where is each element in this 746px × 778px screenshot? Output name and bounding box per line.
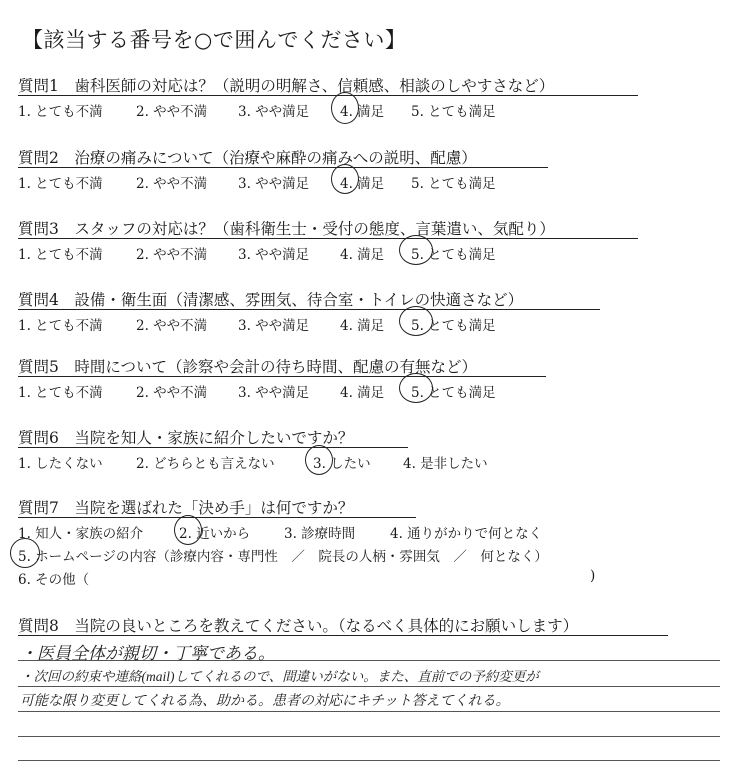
q1-option-5[interactable]: 5. とても満足: [411, 104, 496, 120]
q3-option-3[interactable]: 3. やや満足: [238, 247, 310, 263]
q3-option-1[interactable]: 1. とても不満: [18, 247, 103, 263]
q7-option-3[interactable]: 3. 診療時間: [284, 526, 356, 542]
question-6-label: 質問6 当院を知人・家族に紹介したいですか？: [18, 429, 354, 447]
q7-option-6-label[interactable]: 6. その他（: [18, 572, 90, 588]
q7-selection-circle-2: [174, 515, 202, 545]
q3-option-4[interactable]: 4. 満足: [340, 247, 385, 263]
q6-option-2[interactable]: 2. どちらとも言えない: [136, 456, 275, 472]
q7-selection-circle-5: [10, 538, 40, 568]
question-8-label: 質問8 当院の良いところを教えてください。（なるべく具体的にお願いします）: [18, 617, 579, 635]
q3-option-2[interactable]: 2. やや不満: [136, 247, 208, 263]
q5-option-2[interactable]: 2. やや不満: [136, 385, 208, 401]
q4-option-2[interactable]: 2. やや不満: [136, 318, 208, 334]
question-6-underline: [18, 447, 408, 448]
question-1-underline: [18, 95, 638, 96]
q2-option-2[interactable]: 2. やや不満: [136, 176, 208, 192]
q2-selection-circle: [331, 164, 359, 194]
handwritten-answer-1: ・医員全体が親切・丁寧である。: [20, 644, 275, 663]
question-7-label: 質問7 当院を選ばれた「決め手」は何ですか？: [18, 499, 354, 517]
q3-option-5[interactable]: 5. とても満足: [411, 247, 496, 263]
answer-line-4: [18, 736, 720, 737]
q5-selection-circle: [399, 373, 433, 403]
q7-option-1[interactable]: 1. 知人・家族の紹介: [18, 526, 144, 542]
q2-option-1[interactable]: 1. とても不満: [18, 176, 103, 192]
q1-option-3[interactable]: 3. やや満足: [238, 104, 310, 120]
q4-selection-circle: [399, 306, 433, 336]
handwritten-answer-2: ・次回の約束や連絡(mail)してくれるので、間違いがない。また、直前での予約変更が: [20, 669, 539, 684]
handwritten-answer-3: 可能な限り変更してくれる為、助かる。患者の対応にキチット答えてくれる。: [20, 694, 510, 709]
q5-option-5[interactable]: 5. とても満足: [411, 385, 496, 401]
answer-line-5: [18, 760, 720, 761]
question-5-underline: [18, 376, 546, 377]
q2-option-3[interactable]: 3. やや満足: [238, 176, 310, 192]
question-4-label: 質問4 設備・衛生面（清潔感、雰囲気、待合室・トイレの快適さなど）: [18, 291, 524, 309]
question-3-underline: [18, 238, 638, 239]
q7-option-5[interactable]: 5. ホームページの内容（診療内容・専門性 ／ 院長の人柄・雰囲気 ／ 何となく）: [18, 549, 548, 565]
q5-option-4[interactable]: 4. 満足: [340, 385, 385, 401]
q4-option-5[interactable]: 5. とても満足: [411, 318, 496, 334]
q2-option-5[interactable]: 5. とても満足: [411, 176, 496, 192]
question-1-label: 質問1 歯科医師の対応は？（説明の明解さ、信頼感、相談のしやすさなど）: [18, 77, 555, 95]
answer-line-2: [18, 686, 720, 687]
q1-option-1[interactable]: 1. とても不満: [18, 104, 103, 120]
q1-selection-circle: [331, 92, 359, 124]
question-5-label: 質問5 時間について（診察や会計の待ち時間、配慮の有無など）: [18, 358, 478, 376]
question-2-underline: [18, 167, 548, 168]
q4-option-4[interactable]: 4. 満足: [340, 318, 385, 334]
q1-option-2[interactable]: 2. やや不満: [136, 104, 208, 120]
question-3-label: 質問3 スタッフの対応は？（歯科衛生士・受付の態度、言葉遣い、気配り）: [18, 220, 555, 238]
q6-option-3[interactable]: 3. したい: [313, 456, 371, 472]
question-8-underline: [18, 635, 668, 636]
q4-option-1[interactable]: 1. とても不満: [18, 318, 103, 334]
q6-selection-circle: [305, 445, 333, 475]
q1-option-4[interactable]: 4. 満足: [340, 104, 385, 120]
q4-option-3[interactable]: 3. やや満足: [238, 318, 310, 334]
q5-option-3[interactable]: 3. やや満足: [238, 385, 310, 401]
question-4-underline: [18, 309, 600, 310]
question-7-underline: [18, 517, 416, 518]
q5-option-1[interactable]: 1. とても不満: [18, 385, 103, 401]
answer-line-3: [18, 711, 720, 712]
question-2-label: 質問2 治療の痛みについて（治療や麻酔の痛みへの説明、配慮）: [18, 149, 477, 167]
q2-option-4[interactable]: 4. 満足: [340, 176, 385, 192]
page-title: 【該当する番号を○で囲んでください】: [22, 28, 407, 52]
q7-option-4[interactable]: 4. 通りがかりで何となく: [390, 526, 543, 542]
q6-option-1[interactable]: 1. したくない: [18, 456, 103, 472]
q3-selection-circle: [399, 235, 433, 265]
q6-option-4[interactable]: 4. 是非したい: [403, 456, 488, 472]
q7-option-2[interactable]: 2. 近いから: [179, 526, 251, 542]
q7-option-6-close: ): [590, 568, 596, 584]
